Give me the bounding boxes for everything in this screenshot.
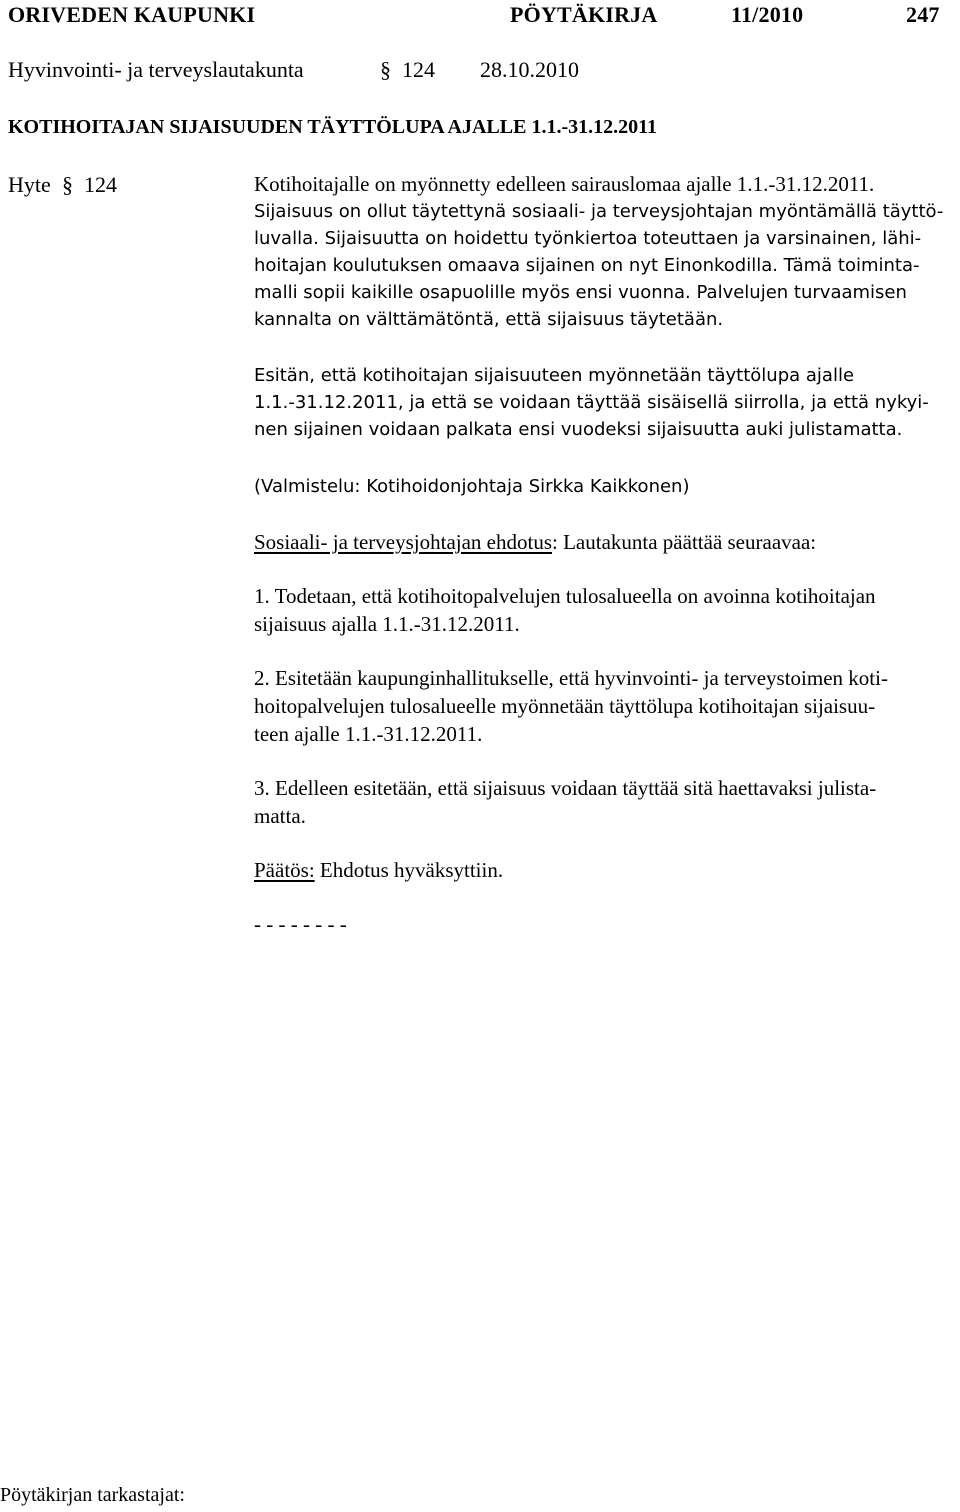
decision-item-line: hoitopalvelujen tulosalueelle myönnetään täyttölupa kotihoitajan sijaisuu-	[254, 694, 876, 718]
body-line: Sijaisuus on ollut täytettynä sosiaali- ja terveysjohtajan myöntämällä täyttö-	[254, 201, 944, 222]
decision-item-line: sijaisuus ajalla 1.1.-31.12.2011.	[254, 612, 520, 636]
document-number: 11/2010	[731, 2, 804, 27]
meeting-date: 28.10.2010	[480, 57, 579, 82]
footer-label: Pöytäkirjan tarkastajat:	[0, 1484, 185, 1506]
director-proposal-rest: : Lautakunta päättää seuraavaa:	[552, 530, 817, 554]
decision-text: Ehdotus hyväksyttiin.	[314, 858, 504, 882]
intro-line: Kotihoitajalle on myönnetty edelleen sairauslomaa ajalle 1.1.-31.12.2011.	[254, 172, 875, 196]
ref-section-sign-icon: §	[62, 172, 73, 197]
section-sign-icon: §	[380, 57, 391, 82]
decision-label: Päätös:	[254, 858, 315, 882]
proposal-line: 1.1.-31.12.2011, ja että se voidaan täyttää sisäisellä siirrolla, ja että nykyi-	[254, 392, 929, 413]
proposal-line: nen sijainen voidaan palkata ensi vuodeksi sijaisuutta auki julistamatta.	[254, 419, 903, 440]
document-type: PÖYTÄKIRJA	[510, 2, 658, 27]
decision-item-line: 2. Esitetään kaupunginhallitukselle, että hyvinvointi- ja terveystoimen koti-	[254, 666, 888, 690]
director-proposal	[254, 530, 816, 555]
director-proposal-label: Sosiaali- ja terveysjohtajan ehdotus	[254, 530, 553, 554]
ref-label: Hyte	[8, 172, 51, 197]
preparer-note: (Valmistelu: Kotihoidonjohtaja Sirkka Kaikkonen)	[254, 476, 690, 497]
decision-item-line: teen ajalle 1.1.-31.12.2011.	[254, 722, 483, 746]
page-number: 247	[906, 2, 940, 27]
body-line: kannalta on välttämätöntä, että sijaisuus täytetään.	[254, 309, 724, 330]
decision-item-line: 3. Edelleen esitetään, että sijaisuus voidaan täyttää sitä haettavaksi julista-	[254, 776, 877, 800]
city-name: ORIVEDEN KAUPUNKI	[8, 2, 256, 27]
body-line: hoitajan koulutuksen omaava sijainen on nyt Einonkodilla. Tämä toiminta-	[254, 255, 920, 276]
body-line: luvalla. Sijaisuutta on hoidettu työnkiertoa toteuttaen ja varsinainen, lähi-	[254, 228, 922, 249]
page-title: KOTIHOITAJAN SIJAISUUDEN TÄYTTÖLUPA AJALLE 1.1.-31.12.2011	[8, 116, 658, 138]
body-line: malli sopii kaikille osapuolille myös ensi vuonna. Palvelujen turvaamisen	[254, 282, 907, 303]
proposal-line: Esitän, että kotihoitajan sijaisuuteen myönnetään täyttölupa ajalle	[254, 365, 855, 386]
decision-item-line: matta.	[254, 804, 306, 828]
separator-dashes: - - - - - - - -	[254, 912, 347, 936]
section-number: 124	[402, 57, 435, 82]
decision	[254, 858, 503, 883]
board-name: Hyvinvointi- ja terveyslautakunta	[8, 57, 304, 82]
ref-number: 124	[84, 172, 117, 197]
decision-item-line: 1. Todetaan, että kotihoitopalvelujen tulosalueella on avoinna kotihoitajan	[254, 584, 876, 608]
